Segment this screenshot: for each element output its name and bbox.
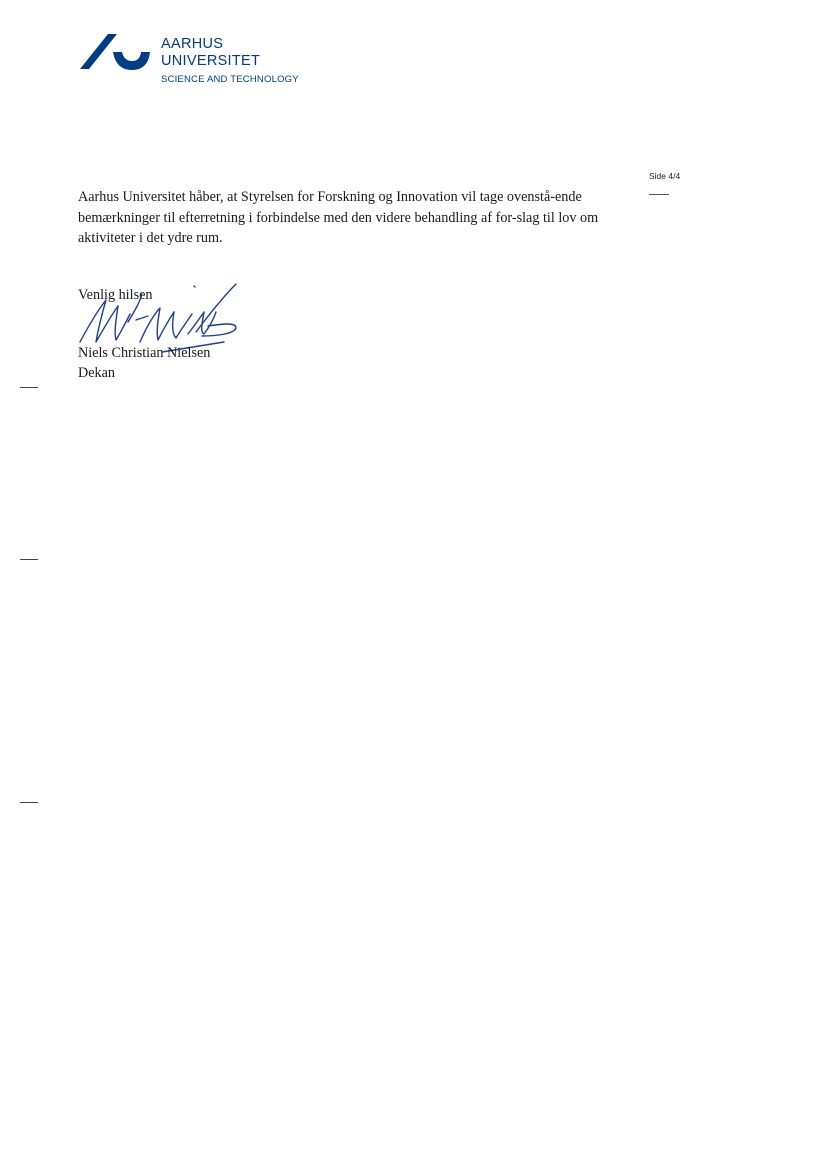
- page-number: Side 4/4: [649, 171, 681, 181]
- logo-line-aarhus: AARHUS: [161, 36, 224, 52]
- logo-line-faculty: SCIENCE AND TECHNOLOGY: [161, 74, 299, 85]
- logo-line-universitet: UNIVERSITET: [161, 53, 261, 69]
- closing-greeting: Venlig hilsen: [78, 287, 153, 303]
- au-logo-icon: [80, 34, 150, 74]
- logo-wordmark: [161, 36, 299, 86]
- signer-name: Niels Christian Nielsen: [78, 345, 211, 361]
- body-paragraph: Aarhus Universitet håber, at Styrelsen for Forskning og Innovation vil tage ovenstå-ende bemærkninger til efterretning i forbindelse med den videre behandling af for-slag til lov om aktiviteter i det ydre rum.: [78, 189, 599, 246]
- fold-mark: [20, 387, 38, 388]
- fold-mark: [20, 559, 38, 560]
- page-number-rule: [649, 194, 669, 195]
- university-logo: [80, 34, 320, 94]
- fold-mark: [20, 802, 38, 803]
- signer-title: Dekan: [78, 365, 116, 381]
